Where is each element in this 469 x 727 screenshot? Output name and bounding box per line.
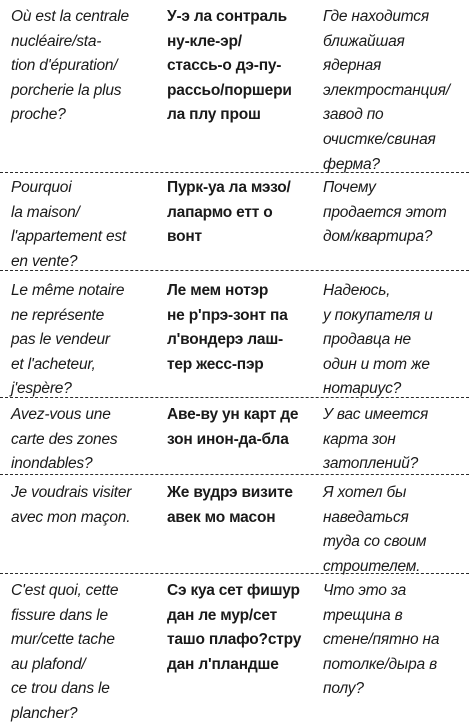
row-divider xyxy=(0,172,469,173)
text-line: Что это за xyxy=(323,582,407,599)
text-line: Аве-ву ун карт де xyxy=(167,406,299,423)
russian-translation xyxy=(323,481,463,579)
text-line: электростанция/ xyxy=(323,81,450,99)
text-line: plancher? xyxy=(11,704,78,722)
french-phrase xyxy=(11,176,161,274)
text-line: au plafond/ xyxy=(11,655,86,673)
row-divider xyxy=(0,397,469,398)
text-line: лапармо етт о xyxy=(167,203,273,221)
text-line: nucléaire/sta- xyxy=(11,32,102,50)
text-line: зон инон-да-бла xyxy=(167,430,289,448)
russian-translation xyxy=(323,403,463,477)
text-line: avec mon maçon. xyxy=(11,508,131,526)
text-line: дан ле мур/сет xyxy=(167,606,277,624)
text-line: продается этот xyxy=(323,203,447,221)
text-line: Где находится xyxy=(323,8,429,25)
text-line: Пурк-уа ла мэзо/ xyxy=(167,179,291,196)
french-phrase xyxy=(11,481,161,530)
text-line: л'вондерэ лаш- xyxy=(167,331,284,349)
text-line: et l'acheteur, xyxy=(11,355,96,373)
text-line: porcherie la plus xyxy=(11,81,122,99)
russian-translation xyxy=(323,279,463,402)
text-line: продавца не xyxy=(323,331,411,349)
text-line: carte des zones xyxy=(11,430,118,448)
text-line: ce trou dans le xyxy=(11,680,110,698)
russian-transcription xyxy=(167,403,305,452)
russian-translation xyxy=(323,579,463,702)
french-phrase xyxy=(11,5,161,128)
text-line: Я хотел бы xyxy=(323,484,407,501)
text-line: нотариус? xyxy=(323,380,402,398)
text-line: ла плу прош xyxy=(167,106,261,124)
text-line: трещина в xyxy=(323,606,403,624)
text-line: Ле мем нотэр xyxy=(167,282,269,299)
russian-translation xyxy=(323,176,463,250)
text-line: стене/пятно на xyxy=(323,631,440,649)
text-line: ядерная xyxy=(323,57,382,75)
french-phrase xyxy=(11,279,161,402)
text-line: tion d'épuration/ xyxy=(11,57,118,75)
russian-translation xyxy=(323,5,463,177)
text-line: У вас имеется xyxy=(323,406,429,423)
text-line: авек мо масон xyxy=(167,508,276,526)
russian-transcription xyxy=(167,5,305,128)
text-line: дом/квартира? xyxy=(323,228,433,246)
russian-transcription xyxy=(167,176,305,250)
text-line: очистке/свиная xyxy=(323,130,436,148)
text-line: l'appartement est xyxy=(11,228,127,246)
text-line: наведаться xyxy=(323,508,409,526)
text-line: en vente? xyxy=(11,252,78,270)
text-line: Сэ куа сет фишур xyxy=(167,582,300,599)
text-line: полу? xyxy=(323,680,364,698)
text-line: не р'прэ-зонт па xyxy=(167,306,288,324)
text-line: mur/cette tache xyxy=(11,631,115,649)
russian-transcription xyxy=(167,579,305,677)
text-line: fissure dans le xyxy=(11,606,108,624)
text-line: ташо плафо?стру xyxy=(167,631,302,649)
text-line: proche? xyxy=(11,106,66,124)
text-line: туда со своим xyxy=(323,533,427,551)
text-line: У-э ла сонтраль xyxy=(167,8,287,25)
text-line: Le même notaire xyxy=(11,282,125,299)
text-line: Où est la centrale xyxy=(11,8,129,25)
french-phrase xyxy=(11,579,161,727)
russian-transcription xyxy=(167,481,305,530)
text-line: дан л'пландше xyxy=(167,655,279,673)
text-line: завод по xyxy=(323,106,384,124)
text-line: pas le vendeur xyxy=(11,331,110,349)
text-line: рассьо/поршери xyxy=(167,81,292,99)
text-line: строителем. xyxy=(323,557,421,575)
text-line: стассь-о дэ-пу- xyxy=(167,57,282,75)
text-line: Же вудрэ визите xyxy=(167,484,293,501)
text-line: карта зон xyxy=(323,430,396,448)
text-line: Надеюсь, xyxy=(323,282,391,299)
text-line: Почему xyxy=(323,179,376,196)
text-line: ne représente xyxy=(11,306,105,324)
row-divider xyxy=(0,474,469,475)
text-line: один и тот же xyxy=(323,355,430,373)
text-line: тер жесс-пэр xyxy=(167,355,264,373)
text-line: inondables? xyxy=(11,455,93,473)
row-divider xyxy=(0,573,469,574)
text-line: ну-кле-эр/ xyxy=(167,32,242,50)
russian-transcription xyxy=(167,279,305,377)
text-line: Pourquoi xyxy=(11,179,72,196)
french-phrase xyxy=(11,403,161,477)
text-line: Je voudrais visiter xyxy=(11,484,132,501)
text-line: ближайшая xyxy=(323,32,405,50)
text-line: ферма? xyxy=(323,155,380,173)
text-line: C'est quoi, cette xyxy=(11,582,119,599)
text-line: la maison/ xyxy=(11,203,80,221)
text-line: потолке/дыра в xyxy=(323,655,437,673)
text-line: затоплений? xyxy=(323,455,419,473)
text-line: Avez-vous une xyxy=(11,406,111,423)
text-line: j'espère? xyxy=(11,380,72,398)
text-line: у покупателя и xyxy=(323,306,433,324)
row-divider xyxy=(0,270,469,271)
text-line: вонт xyxy=(167,228,202,246)
